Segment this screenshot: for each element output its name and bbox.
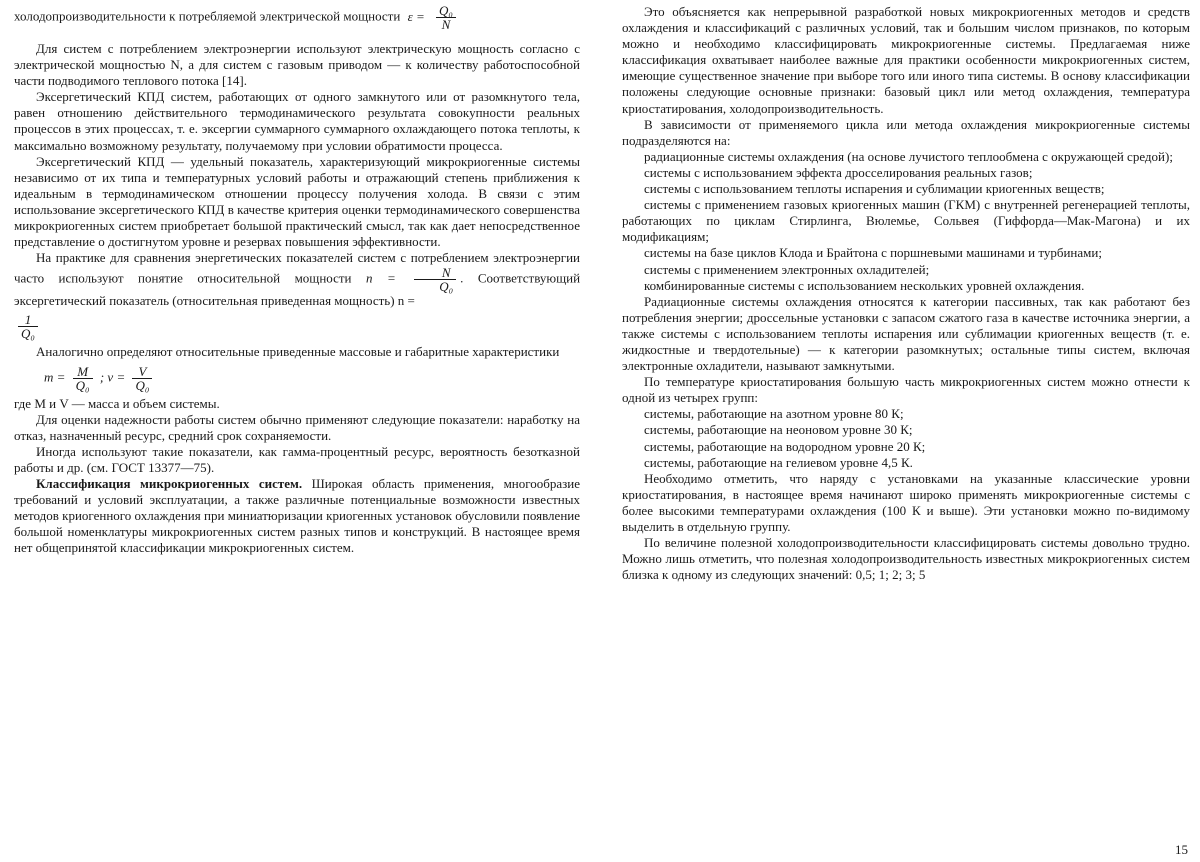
paragraph: По температуре криостатирования большую часть микрокриогенных систем можно отнести к одной из четырех групп:	[622, 374, 1190, 406]
formula: m = $\frac{M}{\text{Q₀}}$ ; v = $\frac{V}{\text{Q₀}}$	[14, 365, 580, 392]
fraction: $\frac{\text{Q₀}}{N}$	[436, 4, 456, 31]
page-number: 15	[1175, 842, 1188, 857]
fraction: $\frac{V}{\text{Q₀}}$	[132, 365, 152, 392]
list-item: системы на базе циклов Клода и Брайтона с поршневыми машинами и турбинами;	[644, 245, 1102, 261]
paragraph: На практике для сравнения энергетических показателей систем с потреблением электроэнергии часто используют понятие относительной мощности n = $\frac{N}{\text{Q₀}}$ . Соответствующий эксергетический показатель (относительная приведенная мощность) n =	[14, 250, 581, 309]
list-item: системы, работающие на водородном уровне 20 К;	[644, 438, 926, 454]
paragraph: Радиационные системы охлаждения относятся к категории пассивных, так как работают без потребления энергии; дроссельные установки с запасом сжатого газа в качестве источника энергии, а также системы с использованием теплоты испарения или сублимации криогенных веществ (т. е. жидкостные и твердотельные) — к категории разомкнутых; остальные типы систем, включая электронные охладители, называют замкнутыми.	[622, 293, 1190, 374]
paragraph: Классификация микрокриогенных систем. Широкая область применения, многообразие требований и условий эксплуатации, а также различные потенциальные возможности известных методов криогенного охлаждения при миниатюризации криогенных установок обусловили появление большой номенклатуры микрокриогенных систем разных типов и конструкций. В настоящее время нет общепринятой классификации микрокриогенных систем.	[14, 475, 581, 556]
paragraph: Эксергетический КПД систем, работающих от одного замкнутого или от разомкнутого тела, равен отношению действительного термодинамического результата совокупности реальных процессов в этих процессах, т. е. эксергии суммарного суммарного охлаждающего потока теплоты, к максимально возможному результату, получаемому при условии обратимости процесса.	[14, 89, 580, 153]
fraction: ε =	[407, 9, 425, 25]
fraction: $\frac{N}{\text{Q₀}}$	[414, 266, 456, 293]
paragraph: где M и V — масса и объем системы.	[14, 395, 220, 411]
list-item: системы, работающие на азотном уровне 80 К;	[644, 406, 904, 422]
section-heading: Классификация микрокриогенных систем.	[36, 475, 303, 491]
paragraph: Для оценки надежности работы систем обычно применяют следующие показатели: наработку на отказ, назначенный ресурс, средний срок сохраняемости.	[14, 411, 580, 443]
list-item: системы, работающие на гелиевом уровне 4,5 К.	[644, 454, 913, 470]
right-column	[622, 4, 1190, 583]
paragraph: Необходимо отметить, что наряду с установками на указанные классические уровни криостатирования, в настоящее время начинают широко применять микрокриогенные системы с более высокими температурами охлаждения (100 К и выше). Эти установки можно по-видимому выделить в отдельную группу.	[622, 470, 1190, 534]
list-item: системы с использованием теплоты испарения и сублимации криогенных веществ;	[644, 181, 1105, 197]
list-item: системы, работающие на неоновом уровне 30 К;	[644, 422, 913, 438]
formula	[14, 313, 580, 340]
left-column	[14, 4, 580, 556]
list-item: комбинированные системы с использованием нескольких уровней охлаждения.	[644, 277, 1085, 293]
formula-lhs: n =	[366, 270, 396, 286]
list-item: системы с использованием эффекта дросселирования реальных газов;	[644, 164, 1033, 180]
paragraph: Иногда используют такие показатели, как гамма-процентный ресурс, вероятность безотказной работы и др. (см. ГОСТ 13377—75).	[14, 443, 580, 475]
fraction: $\frac{M}{\text{Q₀}}$	[73, 365, 93, 392]
paragraph: холодопроизводительности к потребляемой электрической мощности ε = $\frac{\text{Q₀}}{N}$	[14, 4, 580, 31]
paragraph: Для систем с потреблением электроэнергии используют электрическую мощность согласно с электрической мощностью N, а для систем с газовым приводом — к количеству работоспособной части подводимого теплового потока [14].	[14, 41, 580, 89]
paragraph: Эксергетический КПД — удельный показатель, характеризующий микрокриогенные системы независимо от их типа и температурных условий работы и отражающий степень приближения к идеальным в термодинамическом отношении процессу получения холода. В связи с этим использование эксергетического КПД в качестве критерия оценки термодинамического совершенства микрокриогенных систем приобретает большой практический смысл, так как дает непосредственное представление о достигнутом уровне и резервах повышения эффективности.	[14, 153, 580, 250]
list-item: радиационные системы охлаждения (на основе лучистого теплообмена с окружающей средой);	[644, 148, 1173, 164]
paragraph: Аналогично определяют относительные приведенные массовые и габаритные характеристики	[36, 344, 560, 360]
paragraph: Это объясняется как непрерывной разработкой новых микрокриогенных методов и средств охлаждения и классификаций с различных условий, так и большим числом признаков, по которым можно и необходимо классифицировать микрокриогенные системы. Предлагаемая ниже классификация охватывает наиболее важные для практики особенности микрокриогенных систем, имеющие существенное значение при выборе того или иного типа системы. В основу классификации положены следующие основные признаки: базовый цикл или метод охлаждения, температура криостатирования, холодопроизводительность.	[622, 4, 1190, 116]
list-item: системы с применением электронных охладителей;	[644, 261, 930, 277]
paragraph: В зависимости от применяемого цикла или метода охлаждения микрокриогенные системы подразделяются на:	[622, 116, 1190, 148]
paragraph: По величине полезной холодопроизводительности классифицировать системы довольно трудно. Можно лишь отметить, что полезная холодопроизводительность известных микрокриогенных систем близка к одному из следующих значений: 0,5; 1; 2; 3; 5	[622, 535, 1190, 583]
fraction: $\frac{1}{\text{Q₀}}$	[18, 313, 38, 340]
list-item: системы с применением газовых криогенных машин (ГКМ) с внутренней регенерацией теплоты, работающих по циклам Стирлинга, Вюлемье, Сольвея (Гиффорда—Мак-Магона) и их модификациям;	[622, 197, 1190, 245]
